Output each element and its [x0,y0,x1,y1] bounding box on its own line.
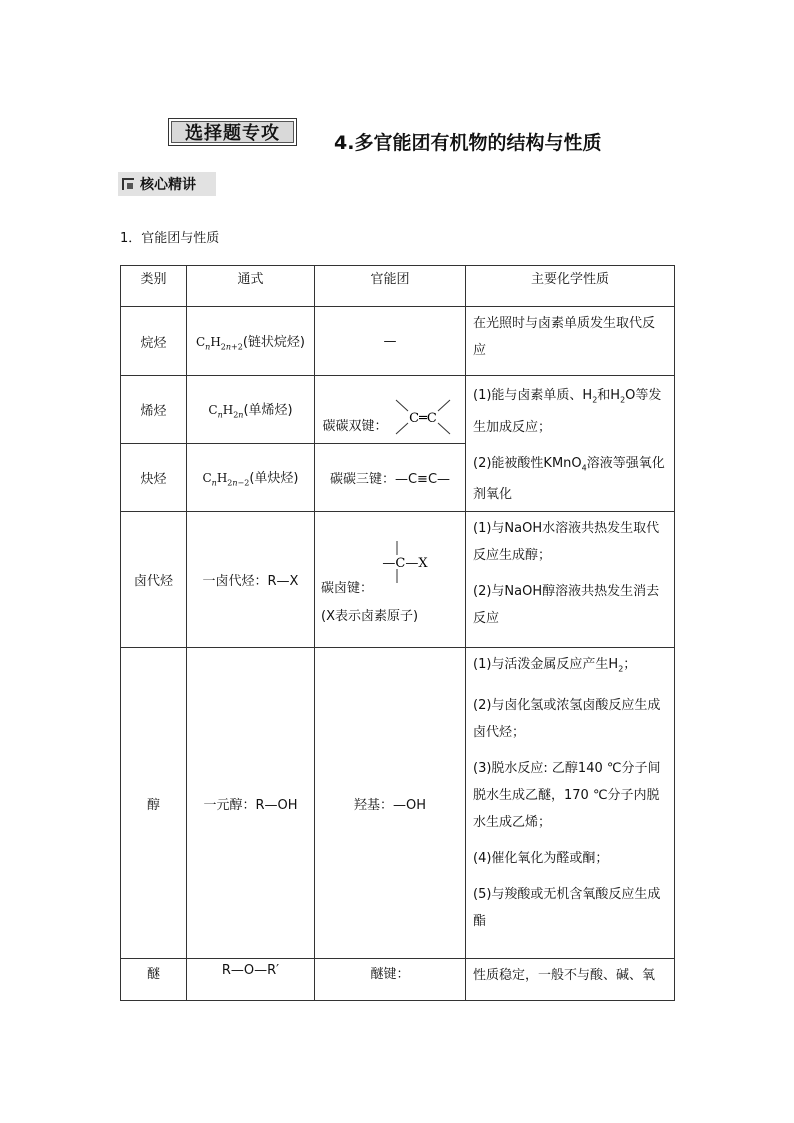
property-item: (1)能与卤素单质、$H_2$和$H_2O$等发生加成反应； [473,388,662,435]
properties-cell [466,376,675,512]
group-note: (X表示卤素原子) [321,609,419,625]
properties-cell [466,648,675,959]
properties-cell [466,959,675,1001]
property-item: (5)与羧酸或无机含氧酸反应生成酯 [473,886,661,929]
formula-cell [187,307,315,376]
category-cell: 烷烃 [121,307,187,376]
properties-cell [466,307,675,376]
property-item: (1)与NaOH水溶液共热发生取代反应生成醇； [473,521,660,564]
category-cell: 醚 [121,959,187,1001]
group-label: 碳碳双键： [322,418,388,434]
header-category: 类别 [121,266,187,307]
table-row [121,307,675,376]
group-cell: — [315,307,466,376]
property-item: (1)与活泼金属反应产生$H_2$； [473,657,637,674]
topic-badge-label: 选择题专攻 [185,123,280,144]
group-cell: 羟基：—OH [315,648,466,959]
property-text: 在光照时与卤素单质发生取代反应 [473,316,656,358]
functional-group-table [120,265,675,1001]
property-item: (3)脱水反应: 乙醇140 ℃分子间脱水生成乙醚，170 ℃分子内脱水生成乙烯； [473,760,661,830]
topic-badge [168,118,297,146]
property-item: (2)能被酸性KMnO$_4$溶液等强氧化剂氧化 [473,455,665,503]
property-item: (4)催化氧化为醛或酮； [473,850,609,866]
group-label: 碳卤键： [321,581,374,597]
section-header [118,172,216,196]
header-formula: 通式 [187,266,315,307]
table-row [121,376,675,444]
page-title: 4.多官能团有机物的结构与性质 [334,132,602,154]
table-row [121,512,675,648]
category-cell: 醇 [121,648,187,959]
category-cell: 炔烃 [121,444,187,512]
double-bond-structure [388,394,458,440]
table-row [121,959,675,1001]
carbon-halogen-structure [371,535,451,591]
header-group: 官能团 [315,266,466,307]
double-bond-text: C═C [408,410,437,426]
category-cell: 烯烃 [121,376,187,444]
table-header-row [121,266,675,307]
group-cell [315,376,466,444]
subheading: 1．官能团与性质 [120,231,220,246]
section-label: 核心精讲 [140,177,196,193]
alkane-formula: $C_nH_{2n+2}$ [195,334,243,352]
properties-cell [466,512,675,648]
table-row [121,648,675,959]
formula-cell: 一元醇：R—OH [187,648,315,959]
property-item: (2)与NaOH醇溶液共热发生消去反应 [473,584,660,627]
section-marker-icon [122,178,134,190]
property-text: 性质稳定，一般不与酸、碱、氧 [473,968,656,984]
formula-cell: R—O—R′ [187,959,315,1001]
formula-note: (单炔烃) [249,471,299,487]
formula-cell [187,444,315,512]
category-cell: 卤代烃 [121,512,187,648]
formula-cell [187,376,315,444]
group-cell: 醚键： [315,959,466,1001]
property-item: (2)与卤化氢或浓氢卤酸反应生成卤代烃； [473,697,661,740]
alkyne-formula: $C_nH_{2n-2}$ [202,471,250,488]
formula-cell: 一卤代烃：R—X [187,512,315,648]
formula-note: (链状烷烃) [242,334,305,350]
group-cell [315,512,466,648]
alkene-formula: $C_nH_{2n}$ [208,403,244,420]
group-cell: 碳碳三键：—C≡C— [315,444,466,512]
formula-note: (单烯烃) [243,403,293,419]
header-properties: 主要化学性质 [466,266,675,307]
carbon-halogen-text: —C—X [382,556,428,572]
